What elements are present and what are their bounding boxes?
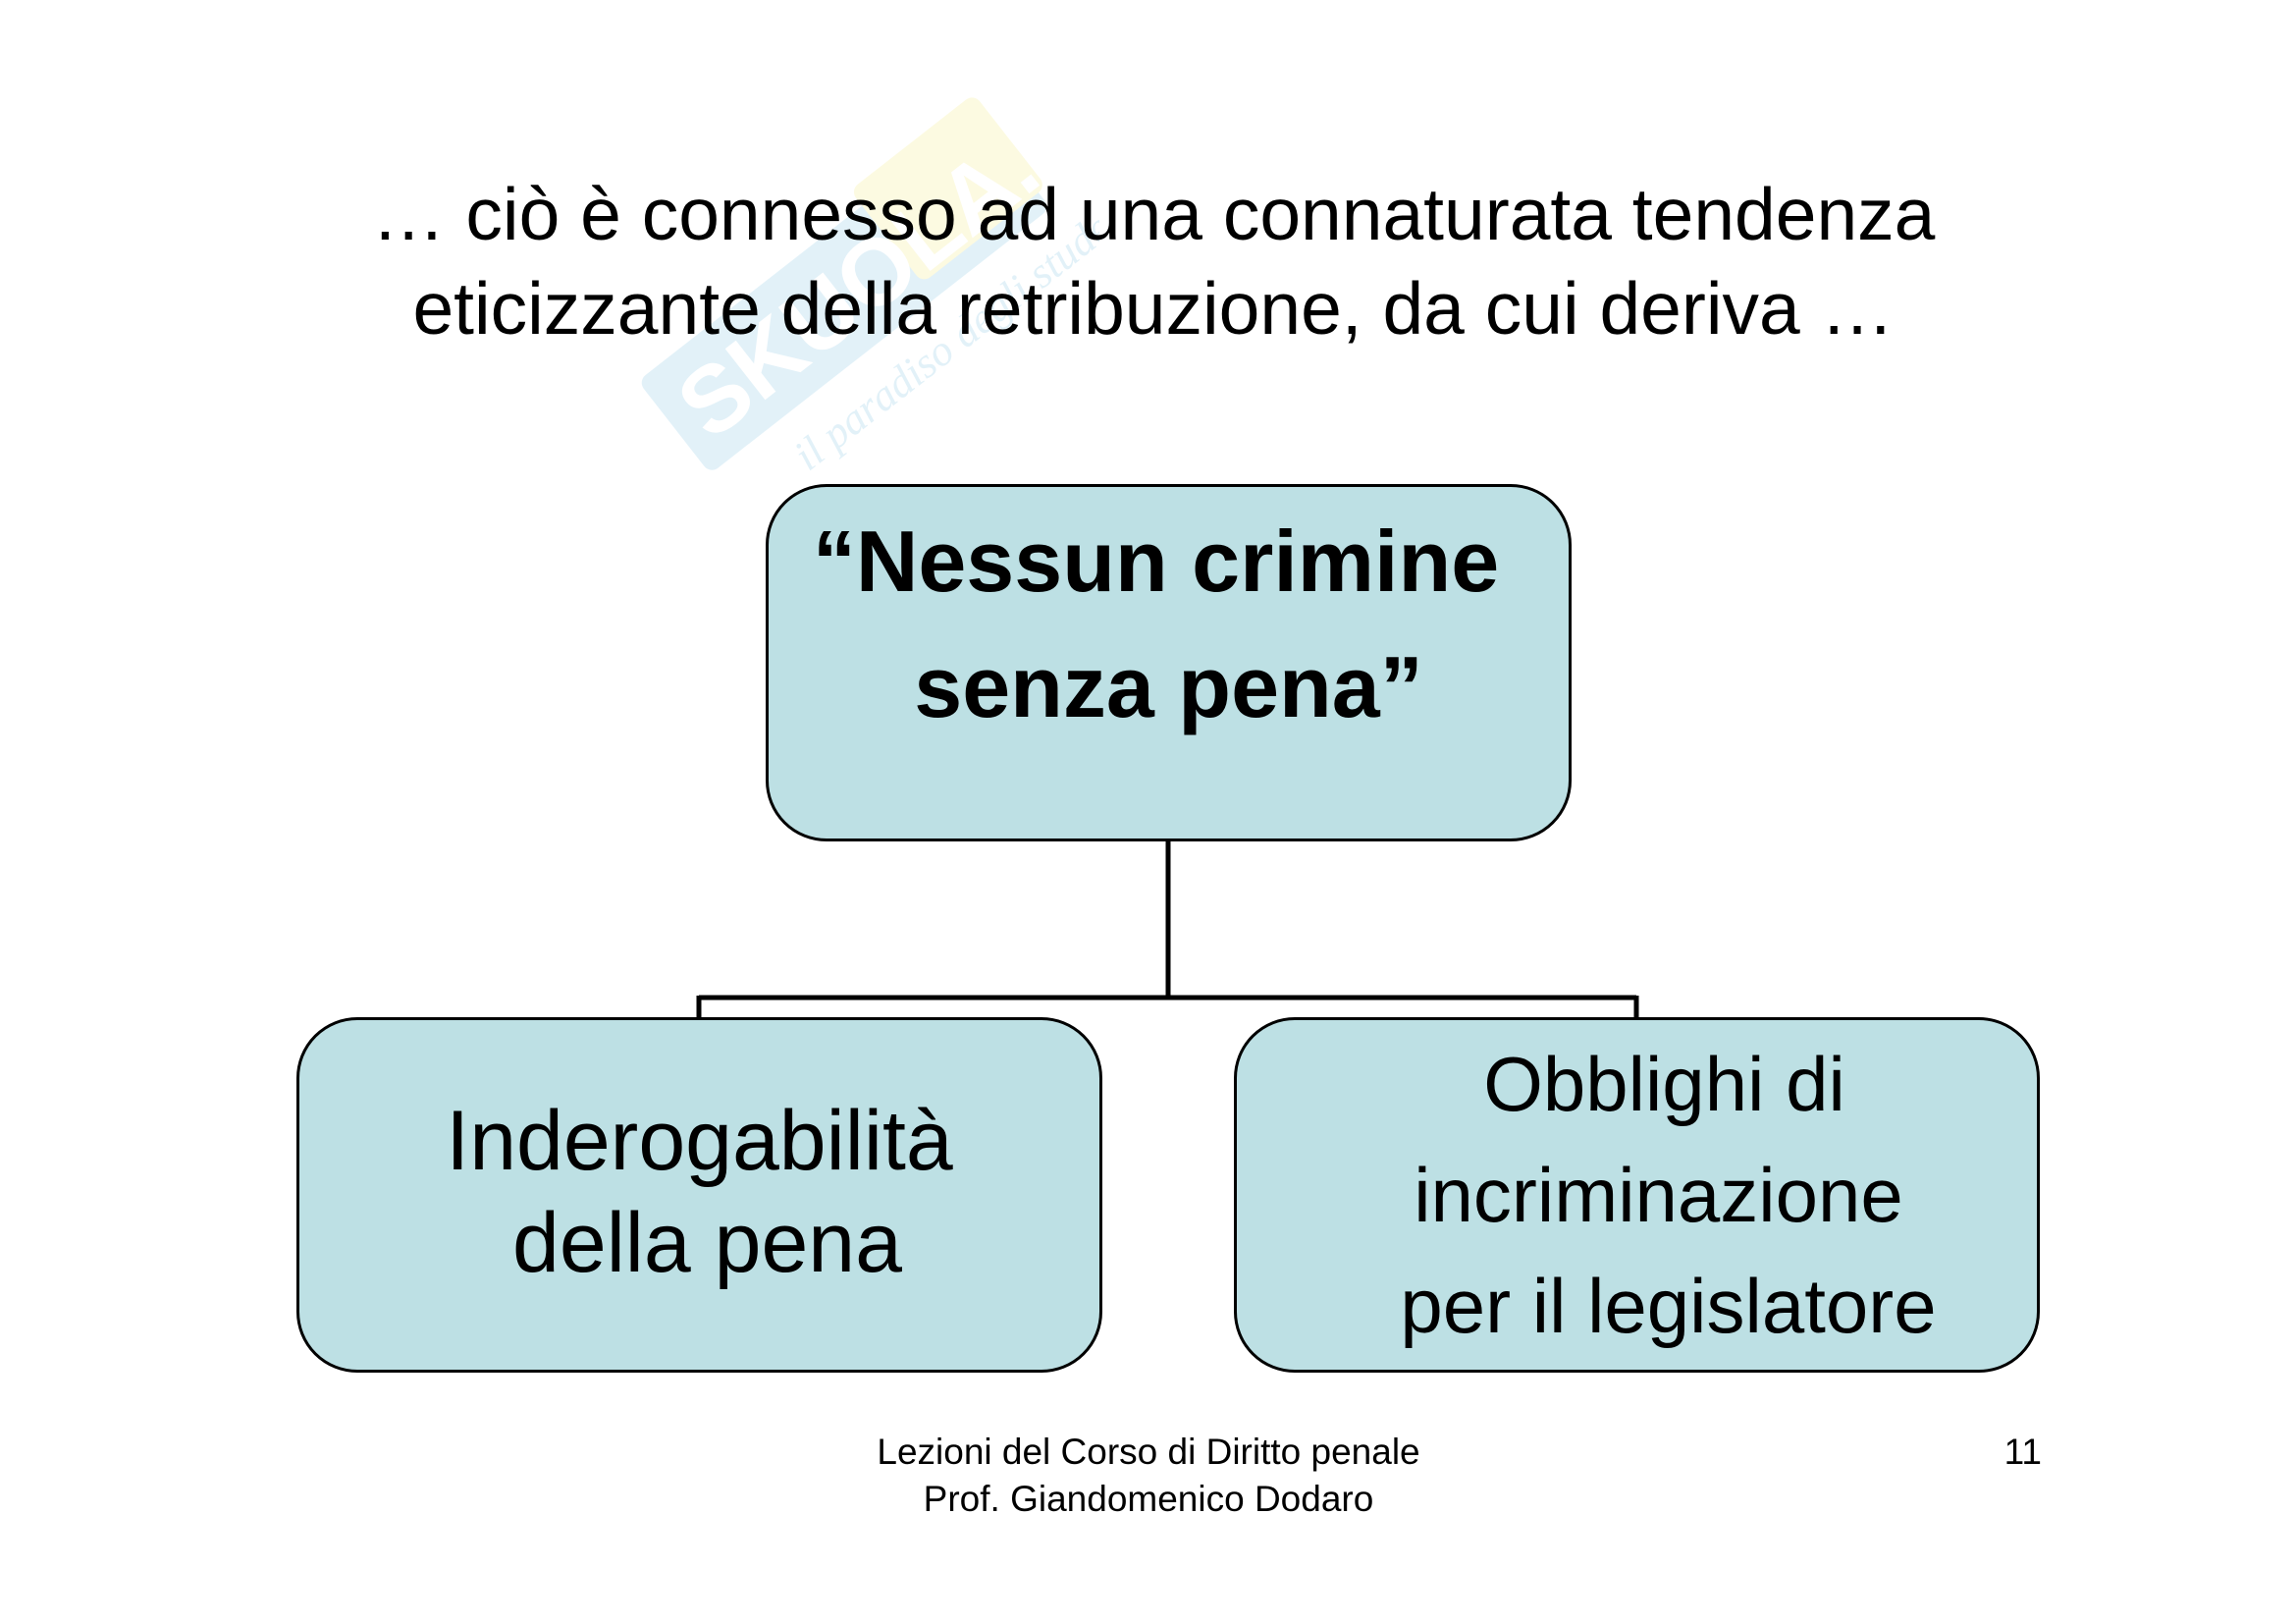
footer-course-line-2: Prof. Giandomenico Dodaro bbox=[923, 1479, 1374, 1519]
watermark-brand-text: SKUOLA.net bbox=[658, 39, 1099, 460]
child-node-inderogabilita bbox=[296, 1017, 1102, 1373]
child-right-line-3: per il legislatore bbox=[1400, 1262, 1937, 1349]
page-number: 11 bbox=[2003, 1432, 2042, 1472]
slide-title-line-1: … ciò è connesso ad una connaturata tendenza bbox=[371, 173, 1936, 255]
child-left-line-1: Inderogabilità bbox=[446, 1094, 953, 1188]
child-left-line-2: della pena bbox=[512, 1196, 902, 1290]
root-node-nessun-crimine bbox=[766, 484, 1572, 841]
child-node-obblighi bbox=[1234, 1017, 2040, 1373]
slide-title-line-2: eticizzante della retribuzione, da cui deriva … bbox=[412, 267, 1895, 350]
root-node-line-2: senza pena” bbox=[914, 638, 1423, 735]
watermark-tagline-text: il paradiso degli studenti bbox=[784, 175, 1099, 480]
footer-course-line-1: Lezioni del Corso di Diritto penale bbox=[877, 1432, 1420, 1472]
slide-footer bbox=[756, 1429, 1541, 1523]
child-right-line-2: incriminazione bbox=[1414, 1151, 1903, 1238]
root-node-line-1: “Nessun crimine bbox=[812, 513, 1500, 610]
child-right-line-1: Obblighi di bbox=[1483, 1040, 1845, 1127]
